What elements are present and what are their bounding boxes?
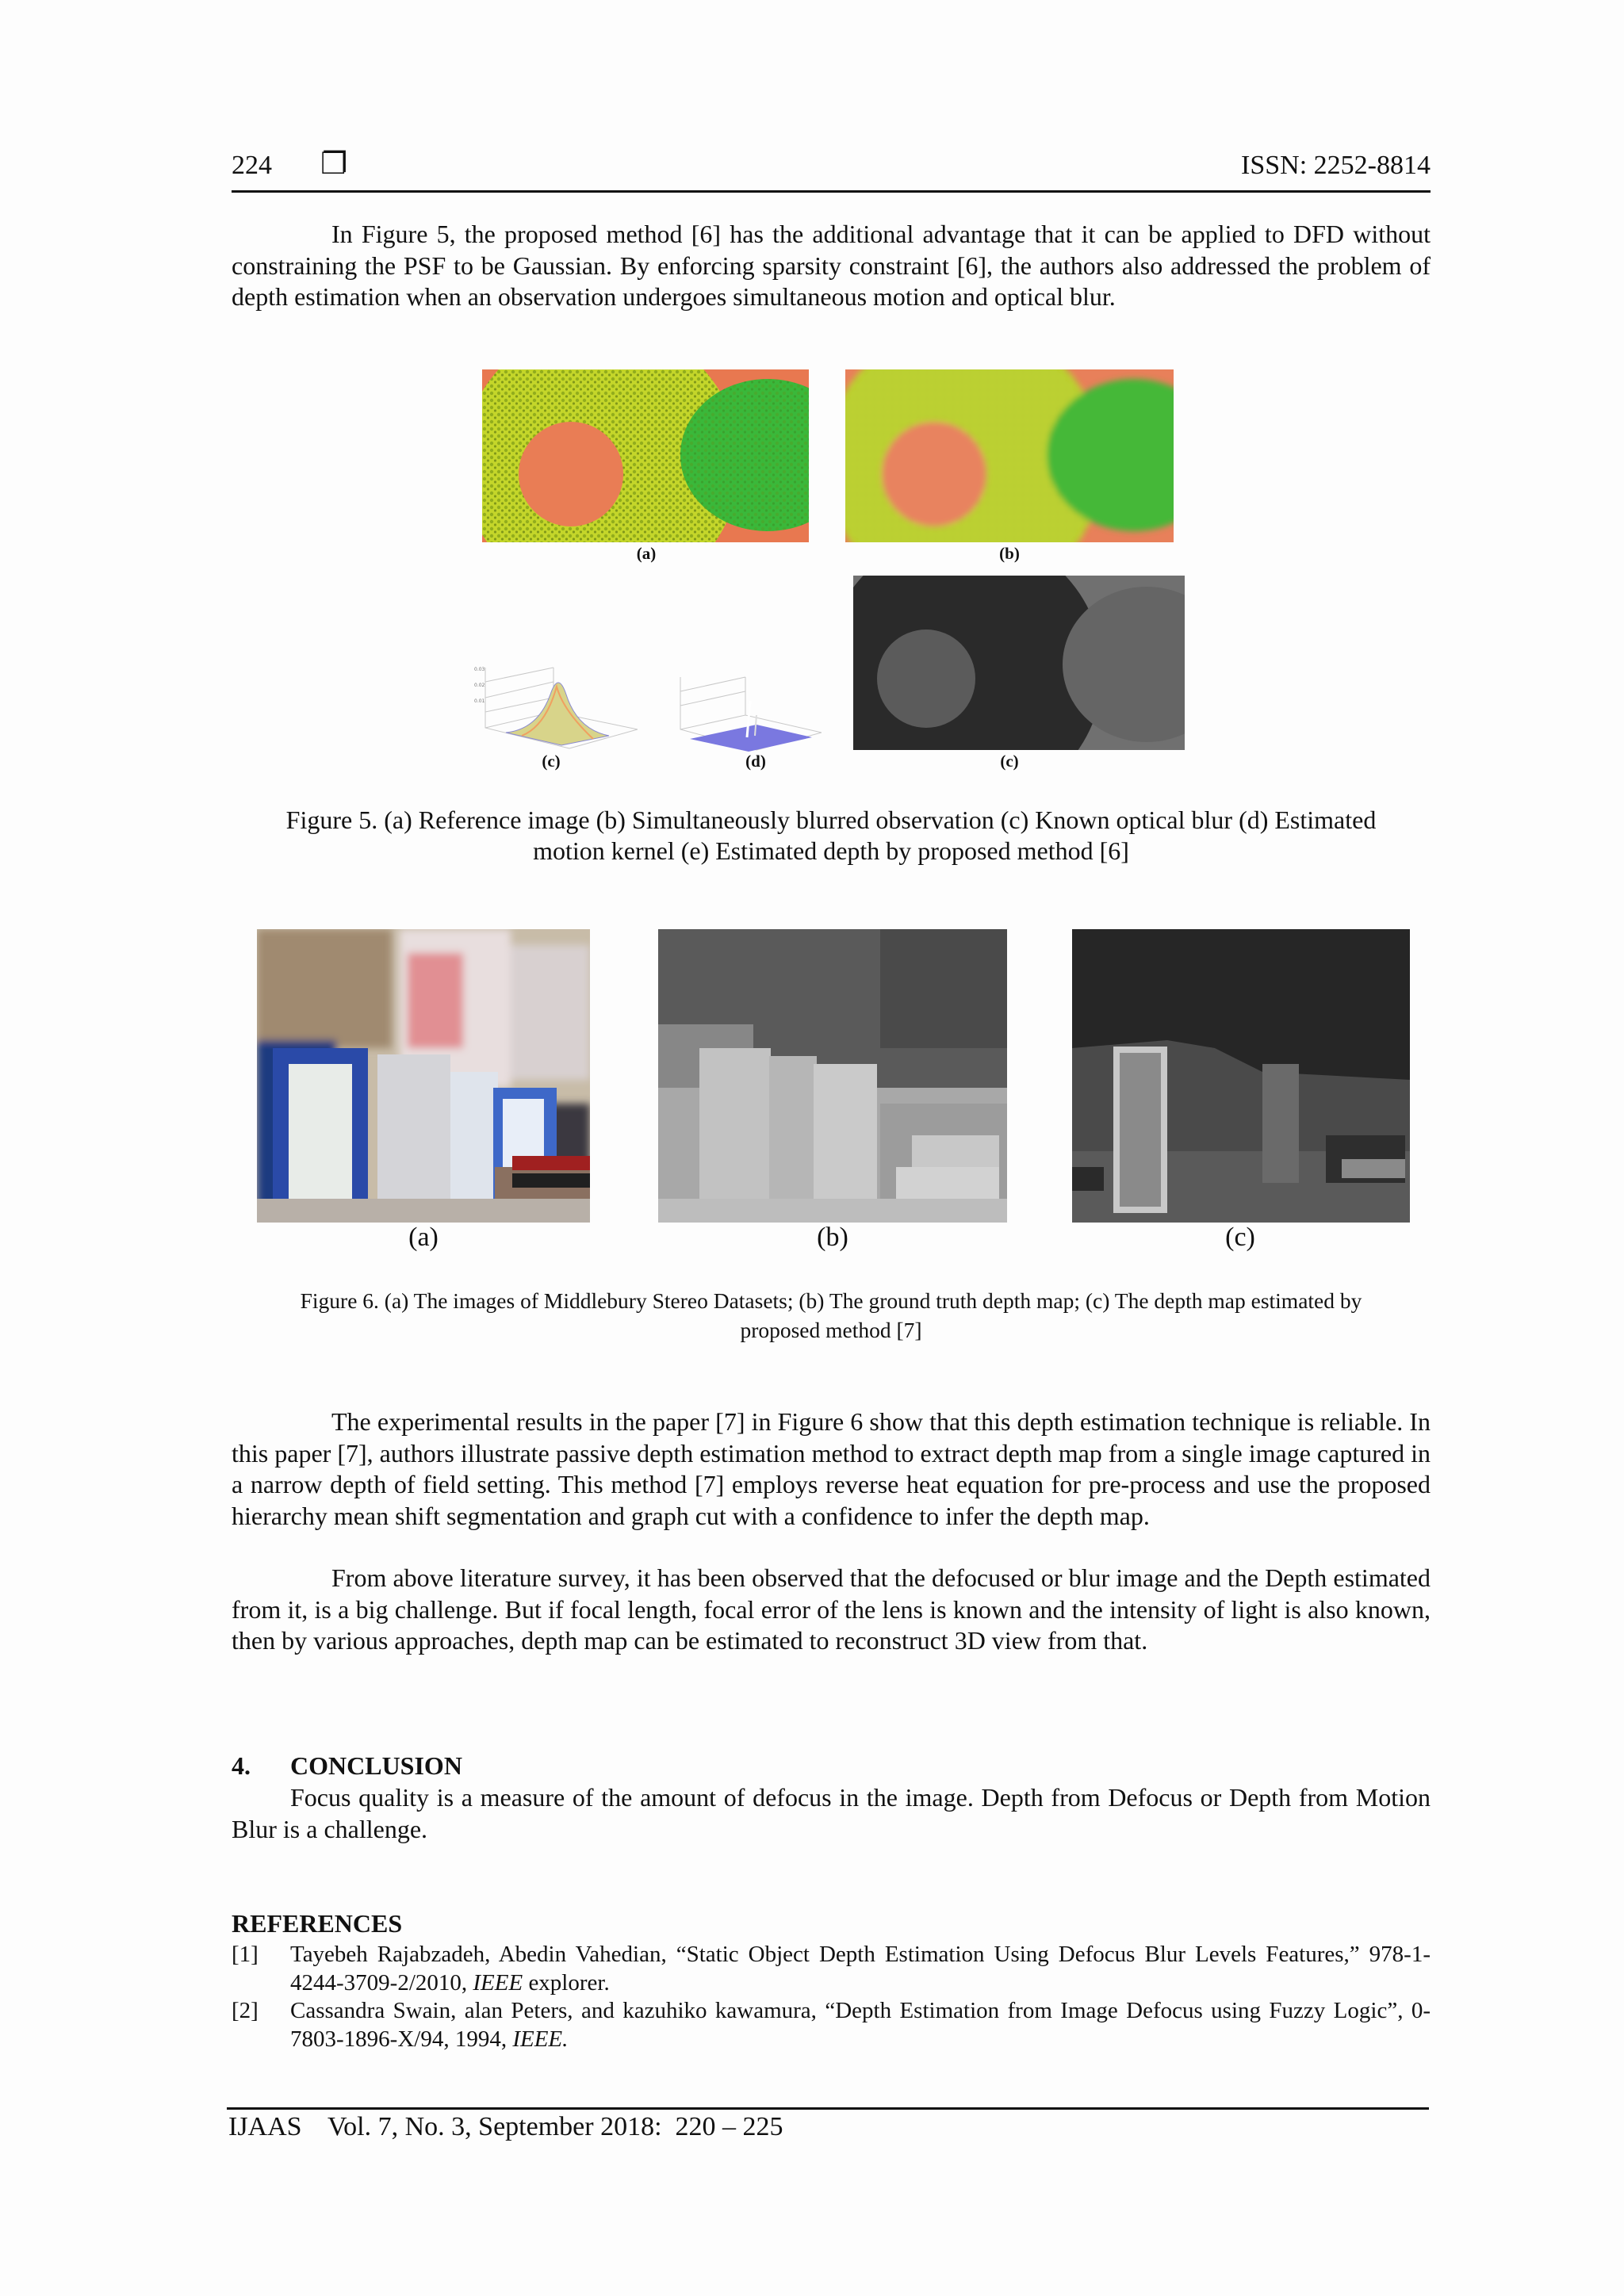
- conclusion-number: 4.: [232, 1751, 251, 1780]
- references-heading: REFERENCES: [232, 1909, 403, 1938]
- conclusion-text: Focus quality is a measure of the amount of defocus in the image. Depth from Defocus or Depth from Motion Blur is a challenge.: [232, 1783, 1431, 1843]
- svg-text:0.01: 0.01: [474, 698, 485, 704]
- svg-text:0.02: 0.02: [474, 683, 485, 688]
- figure5-label-a: (a): [636, 544, 657, 563]
- page-number: 224: [232, 151, 272, 180]
- figure5-caption-line1: Figure 5. (a) Reference image (b) Simultaneously blurred observation (c) Known optical blur (d) Estimated: [285, 806, 1377, 834]
- reference-1-tail: explorer.: [523, 1970, 610, 1996]
- figure6-label-a: (a): [408, 1223, 439, 1252]
- reference-1-italic: IEEE: [473, 1970, 523, 1996]
- footer-info: Vol. 7, No. 3, September 2018: 220 – 225: [327, 2112, 783, 2141]
- body-paragraph-1: The experimental results in the paper [7] in Figure 6 show that this depth estimation technique is reliable. In this paper [7], authors illustrate passive depth estimation method to extract depth map from a single image captured in a narrow depth of field setting. This method [7] employs reverse heat equation for pre-process and use the proposed hierarchy mean shift segmentation and graph cut with a confidence to infer the depth map.: [232, 1407, 1431, 1530]
- figure6-c-estimated-depth: [1072, 929, 1410, 1223]
- reference-1-number: [1]: [232, 1942, 259, 1967]
- svg-text:0.03: 0.03: [474, 667, 485, 672]
- figure5-a-reference-image: [482, 369, 809, 542]
- reference-2-text: Cassandra Swain, alan Peters, and kazuhiko kawamura, “Depth Estimation from Image Defocus using Fuzzy Logic”, 0-7803-1896-X/94, 1994,: [290, 1998, 1431, 2052]
- figure5-b-blurred-observation: [845, 369, 1174, 542]
- figure6-label-c: (c): [1225, 1223, 1255, 1252]
- footer-journal: IJAAS: [228, 2112, 302, 2141]
- figure5-c-optical-blur-plot: [474, 663, 642, 755]
- figure5-caption-line2: motion kernel (e) Estimated depth by proposed method [6]: [533, 836, 1129, 865]
- figure5-label-c: (c): [542, 752, 561, 771]
- reference-2-number: [2]: [232, 1998, 259, 2023]
- figure6-caption-line1: Figure 6. (a) The images of Middlebury Stereo Datasets; (b) The ground truth depth map; (c) The depth map estimated by: [300, 1288, 1362, 1313]
- figure5-d-motion-kernel-plot: [669, 674, 826, 756]
- reference-2-italic: IEEE.: [512, 2026, 569, 2052]
- intro-paragraph: In Figure 5, the proposed method [6] has the additional advantage that it can be applied to DFD without constraining the PSF to be Gaussian. By enforcing sparsity constraint [6], the authors also addressed the problem of depth estimation when an observation undergoes simultaneous motion and optical blur.: [232, 220, 1431, 311]
- checkbox-icon: ❐: [320, 146, 348, 181]
- figure6-b-ground-truth-depth: [658, 929, 1007, 1223]
- body-paragraph-2: From above literature survey, it has been observed that the defocused or blur image and the Depth estimated from it, is a big challenge. But if focal length, focal error of the lens is known and the intensity of light is also known, then by various approaches, depth map can be estimated to reconstruct 3D view from that.: [232, 1563, 1431, 1655]
- reference-1: [232, 1940, 1431, 1997]
- figure6-label-b: (b): [817, 1223, 848, 1252]
- figure6-a-middlebury-image: [257, 929, 590, 1223]
- conclusion-heading: CONCLUSION: [290, 1751, 462, 1780]
- issn: ISSN: 2252-8814: [1241, 151, 1431, 180]
- figure5-e-estimated-depth: [853, 576, 1185, 750]
- header-rule: [232, 190, 1431, 193]
- reference-1-text: Tayebeh Rajabzadeh, Abedin Vahedian, “Static Object Depth Estimation Using Defocus Blur Levels Features,” 978-1-4244-3709-2/2010,: [290, 1942, 1431, 1996]
- figure5-label-b: (b): [999, 544, 1020, 563]
- footer-rule: [227, 2107, 1429, 2110]
- reference-2: [232, 1996, 1431, 2053]
- figure6-caption-line2: proposed method [7]: [740, 1318, 922, 1342]
- figure5-label-d: (d): [745, 752, 766, 771]
- figure5-label-e: (c): [1000, 752, 1019, 771]
